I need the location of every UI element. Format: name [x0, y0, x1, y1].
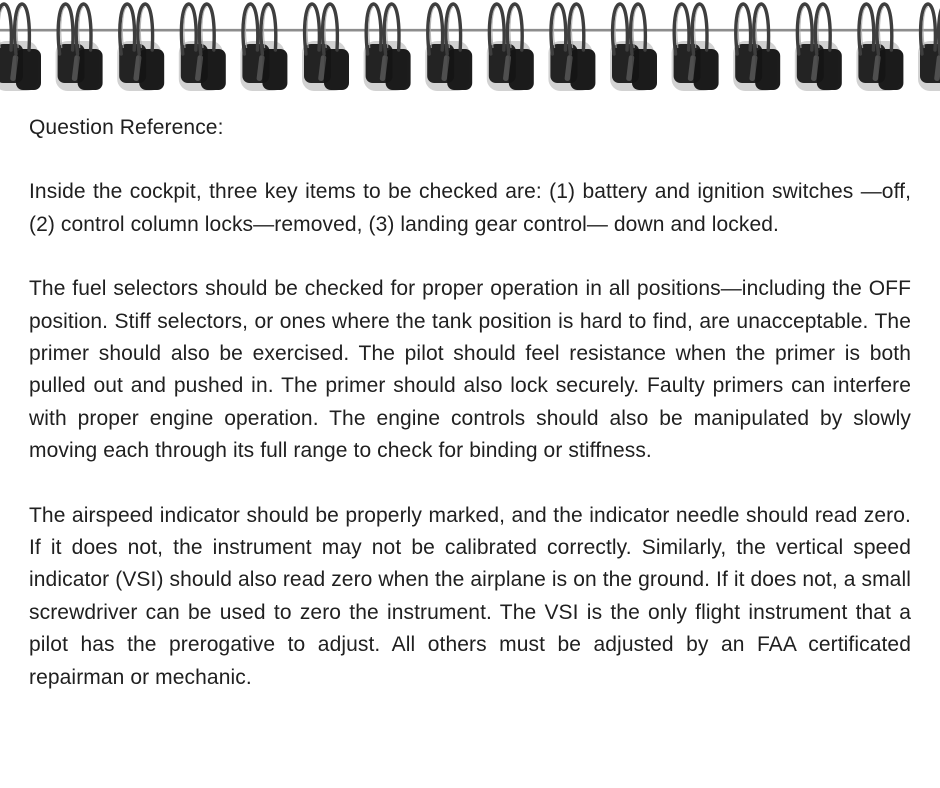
paragraph-cockpit-checks: Inside the cockpit, three key items to be checked are: (1) battery and ignition switches —off, (2) control column locks—removed, (3) landing gear control— down and locked.: [29, 180, 911, 236]
coil-icon: [795, 4, 842, 91]
coil-icon: [56, 4, 103, 91]
coil-icon: [733, 4, 780, 91]
coil-icon: [918, 4, 940, 91]
coil-icon: [0, 4, 41, 91]
coil-icon: [302, 4, 349, 91]
coil-icon: [856, 4, 903, 91]
question-reference-body: [0, 108, 940, 694]
paragraph-airspeed-vsi: The airspeed indicator should be properly marked, and the indicator needle should read zero. If it does not, the instrument may not be calibrated correctly. Similarly, the vertical speed indicator (VSI) should also read zero when the airplane is on the ground. If it does not, a small screwdriver can be used to zero the instrument. The VSI is the only flight instrument that a pilot has the prerogative to adjust. All others must be adjusted by an FAA certificated repairman or mechanic.: [29, 503, 911, 689]
question-reference-heading: Question Reference:: [29, 116, 224, 139]
coil-icon: [179, 4, 226, 91]
coil-icon: [487, 4, 534, 91]
coil-icon: [117, 4, 164, 91]
spiral-binding: [0, 0, 940, 108]
coil-icon: [672, 4, 719, 91]
coil-icon: [364, 4, 411, 91]
coil-icon: [610, 4, 657, 91]
coil-icon: [240, 4, 287, 91]
coil-icon: [548, 4, 595, 91]
coil-icon: [425, 4, 472, 91]
paragraph-fuel-selectors-primer: The fuel selectors should be checked for proper operation in all positions—including the OFF position. Stiff selectors, or ones where the tank position is hard to find, are unacceptable. The primer should also be exercised. The pilot should feel resistance when the primer is both pulled out and pushed in. The primer should also lock securely. Faulty primers can interfere with proper engine operation. The engine controls should also be manipulated by slowly moving each through its full range to check for binding or stiffness.: [29, 277, 911, 463]
